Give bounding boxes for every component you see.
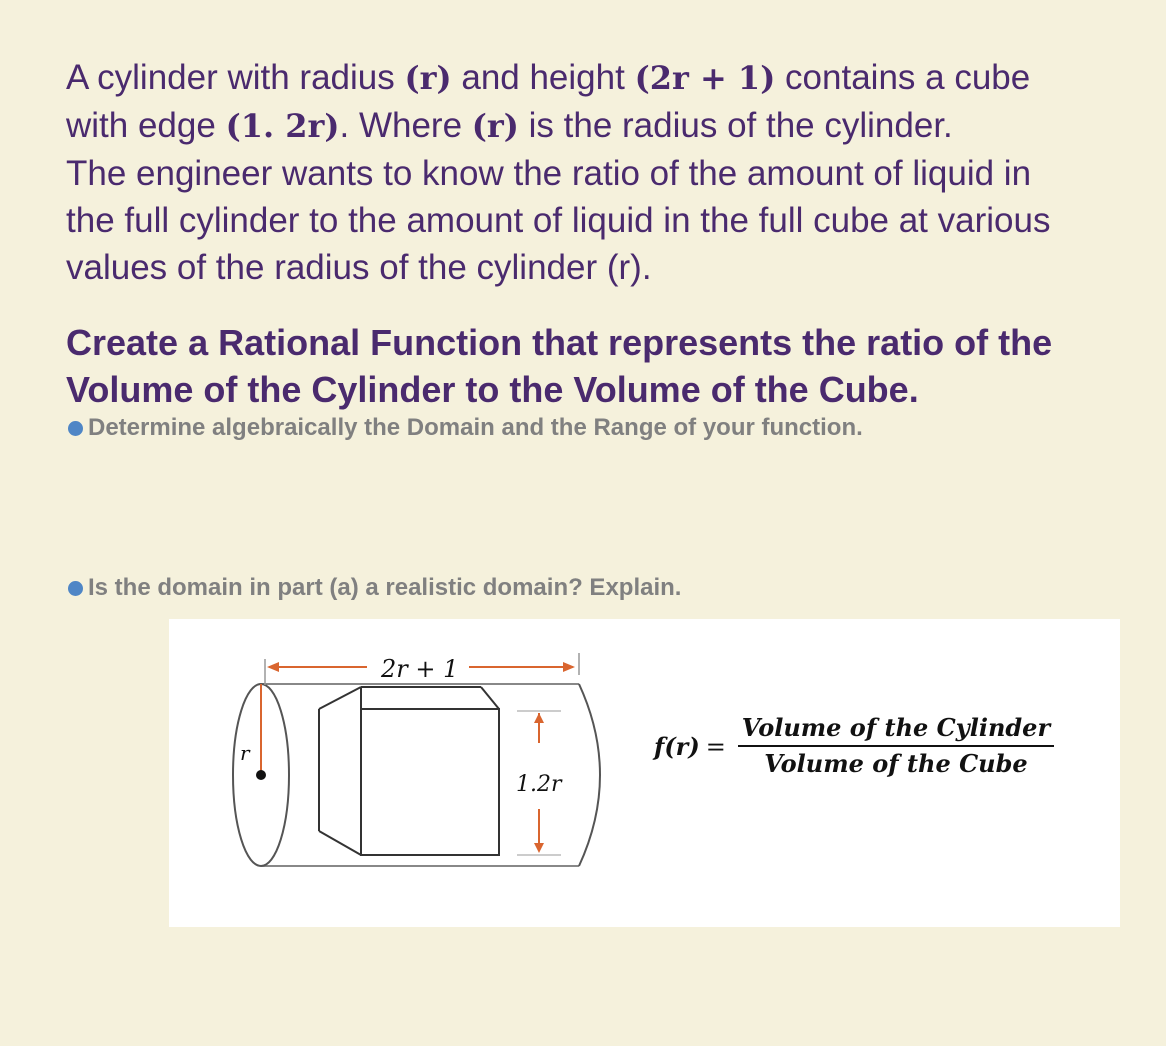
bullet-dot-icon bbox=[68, 421, 83, 436]
radius-label: r bbox=[240, 741, 250, 765]
task-line-1: Create a Rational Function that represents the ratio of the bbox=[66, 322, 1053, 363]
cylinder-cube-figure bbox=[169, 619, 1120, 927]
height-label: 2r + 1 bbox=[381, 655, 459, 683]
denominator: Volume of the Cube bbox=[764, 749, 1028, 778]
statement-line-5: values of the radius of the cylinder (r). bbox=[66, 248, 652, 287]
task-heading bbox=[66, 319, 1156, 413]
math-radius-2: (r) bbox=[471, 107, 519, 145]
function-name: f(r) = bbox=[654, 731, 726, 761]
math-edge: (1. 2r) bbox=[225, 107, 340, 145]
math-height: (2r + 1) bbox=[634, 59, 776, 97]
bullet-dot-icon bbox=[68, 581, 83, 596]
statement-line-2: with edge (1. 2r). Where (r) is the radius of the cylinder. bbox=[66, 106, 953, 145]
task-line-2: Volume of the Cylinder to the Volume of the Cube. bbox=[66, 369, 919, 410]
math-radius: (r) bbox=[404, 59, 452, 97]
bullet-domain-range bbox=[66, 414, 863, 442]
problem-statement bbox=[66, 54, 1166, 291]
statement-line-1: A cylinder with radius (r) and height (2r + 1) contains a cube bbox=[66, 58, 1031, 97]
edge-label: 1.2r bbox=[516, 772, 562, 797]
statement-line-3: The engineer wants to know the ratio of the amount of liquid in bbox=[66, 154, 1032, 193]
numerator: Volume of the Cylinder bbox=[741, 713, 1051, 742]
ratio-formula bbox=[654, 711, 1054, 781]
bullet-text: Determine algebraically the Domain and the Range of your function. bbox=[88, 414, 863, 441]
bullet-realistic-domain bbox=[66, 574, 681, 602]
cube-fill bbox=[319, 687, 499, 855]
cylinder-right-end bbox=[579, 684, 600, 866]
fraction bbox=[738, 711, 1054, 781]
statement-line-4: the full cylinder to the amount of liquid in the full cube at various bbox=[66, 201, 1051, 240]
bullet-text: Is the domain in part (a) a realistic domain? Explain. bbox=[88, 574, 682, 601]
center-dot bbox=[256, 770, 266, 780]
